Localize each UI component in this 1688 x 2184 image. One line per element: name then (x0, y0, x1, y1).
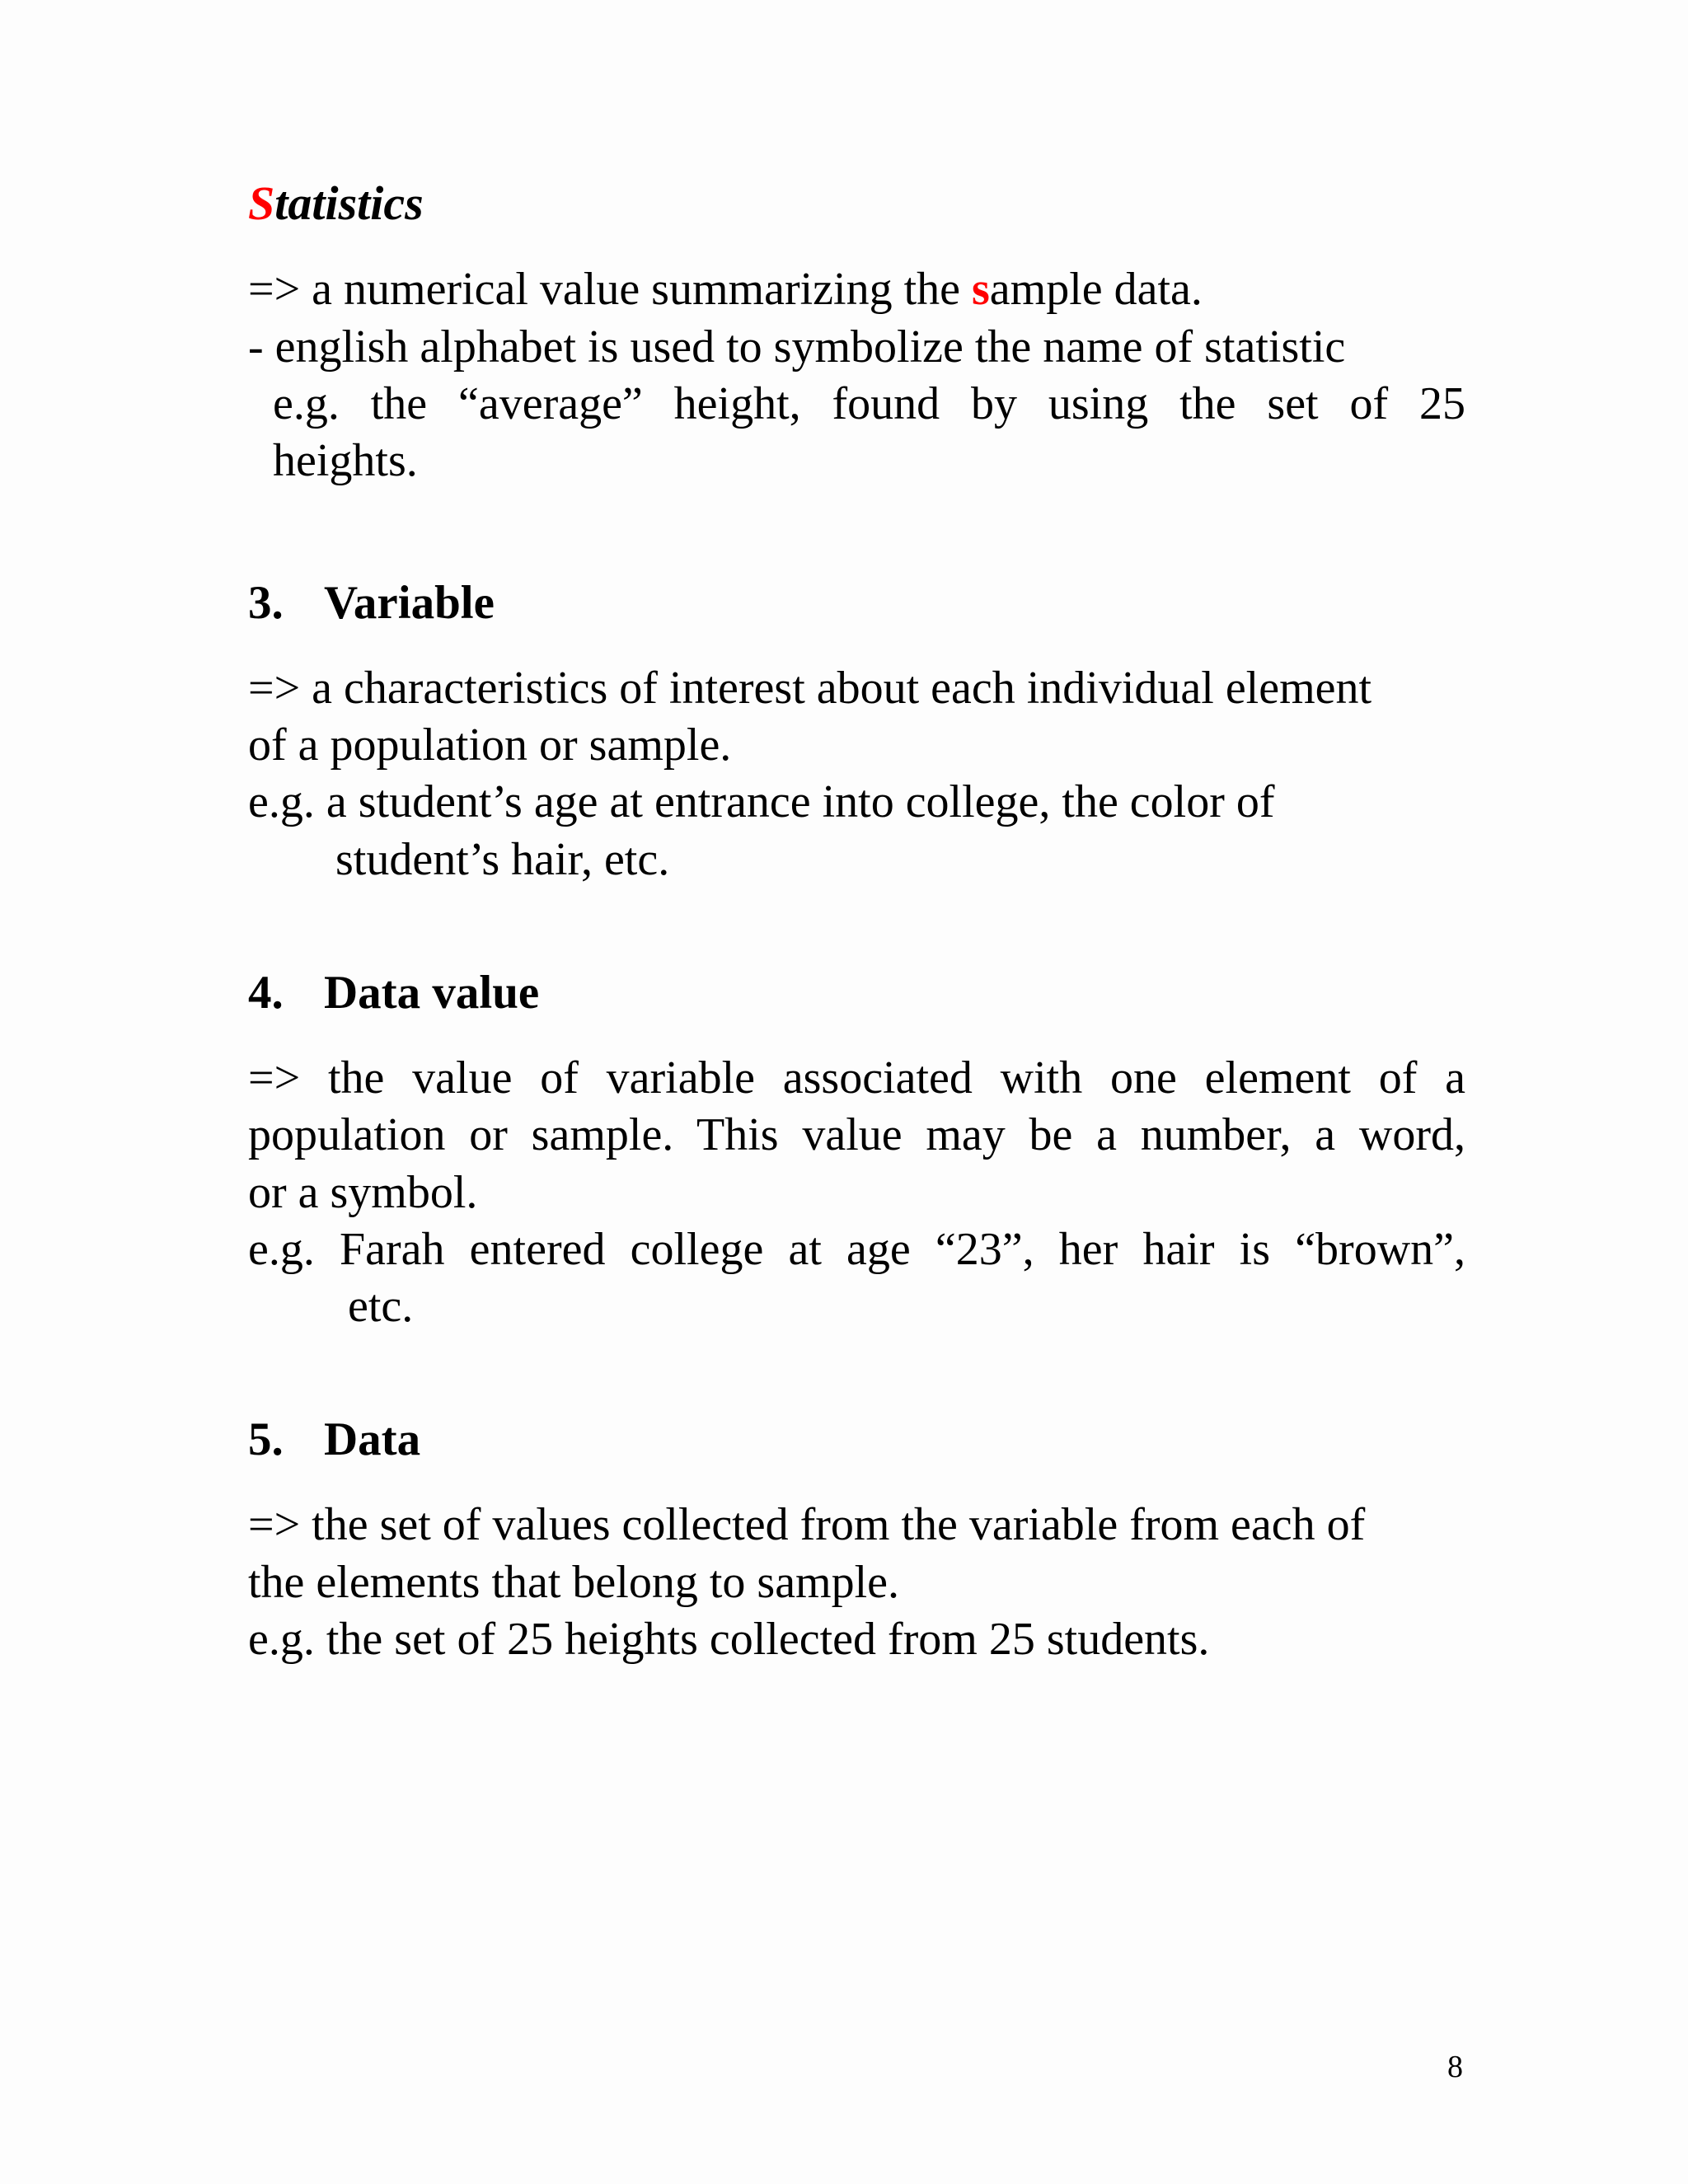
data-heading (248, 1411, 1465, 1469)
data-value-definition-line2: population or sample. This value may be a number, a word, (248, 1109, 1465, 1160)
variable-example-line1: e.g. a student’s age at entrance into college, the color of (248, 776, 1275, 827)
section-number: 3. (248, 577, 284, 629)
statistics-title (248, 175, 1465, 232)
data-value-definition-line1: => the value of variable associated with one element of a (248, 1052, 1465, 1104)
title-rest: tatistics (274, 176, 424, 230)
page-number: 8 (1447, 2050, 1463, 2084)
variable-definition-line1: => a characteristics of interest about each individual element (248, 663, 1372, 714)
data-value-example-line1: e.g. Farah entered college at age “23”, her hair is “brown”, (248, 1224, 1465, 1275)
section-number: 4. (248, 967, 284, 1019)
data-definition-line1: => the set of values collected from the variable from each of (248, 1499, 1366, 1550)
data-value-definition-line3: or a symbol. (248, 1167, 478, 1218)
heading-text: Data value (324, 967, 540, 1019)
statistics-example-line2: heights. (273, 435, 418, 486)
variable-example-line2: student’s hair, etc. (335, 834, 670, 885)
title-red-letter: S (248, 176, 275, 230)
statistics-note: - english alphabet is used to symbolize the name of statistic (248, 321, 1346, 373)
heading-text: Data (324, 1413, 421, 1465)
def-red-letter: s (971, 264, 990, 315)
data-value-example-line2: etc. (348, 1281, 414, 1332)
heading-text: Variable (324, 577, 495, 629)
data-example-line1: e.g. the set of 25 heights collected from 25 students. (248, 1614, 1210, 1665)
def-text: => a numerical value summarizing the (248, 264, 972, 315)
def-text-end: ample data. (989, 264, 1203, 315)
data-value-heading (248, 964, 1465, 1022)
variable-heading (248, 574, 1465, 632)
section-number: 5. (248, 1413, 284, 1465)
statistics-definition (248, 260, 1465, 318)
variable-definition-line2: of a population or sample. (248, 719, 732, 771)
data-definition-line2: the elements that belong to sample. (248, 1557, 900, 1608)
statistics-example-line1: e.g. the “average” height, found by using the set of 25 (273, 378, 1465, 429)
